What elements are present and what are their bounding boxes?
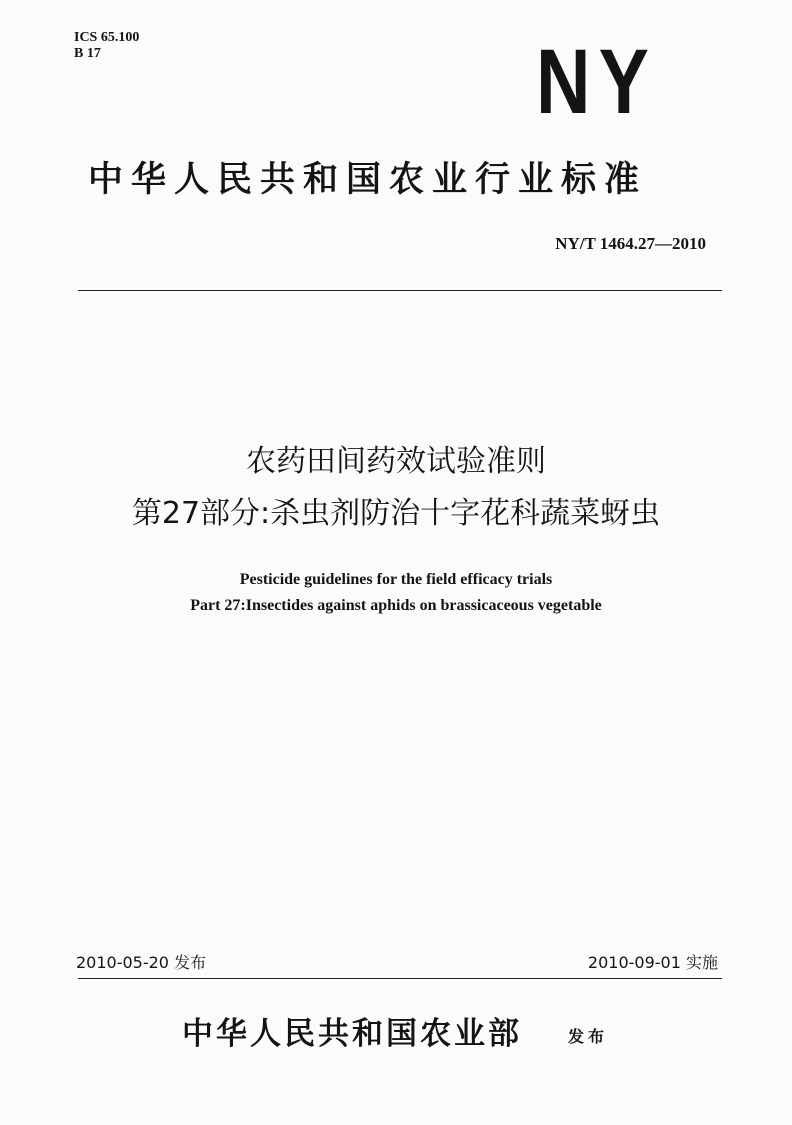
classification-codes	[74, 30, 139, 62]
title-en-line1: Pesticide guidelines for the field efficacy trials	[239, 571, 553, 588]
ccs-code: B 17	[74, 46, 101, 61]
header-divider	[78, 290, 722, 291]
organization-title: 中华人民共和国农业行业标准	[88, 160, 648, 200]
standard-number: NY/T 1464.27—2010	[555, 234, 706, 253]
publisher-name: 中华人民共和国农业部	[182, 1016, 522, 1052]
implementation-date: 2010-09-01 实施	[587, 953, 718, 972]
ics-code: ICS 65.100	[74, 30, 140, 45]
footer-divider	[78, 978, 722, 979]
publisher-suffix: 发布	[568, 1027, 609, 1046]
title-zh-line1: 农药田间药效试验准则	[246, 444, 546, 479]
title-en-line2: Part 27:Insectides against aphids on brassicaceous vegetable	[190, 597, 602, 614]
issue-date: 2010-05-20 发布	[76, 953, 207, 972]
title-zh-line2: 第27部分:杀虫剂防治十字花科蔬菜蚜虫	[131, 496, 661, 531]
ny-logo: NY	[536, 31, 658, 133]
